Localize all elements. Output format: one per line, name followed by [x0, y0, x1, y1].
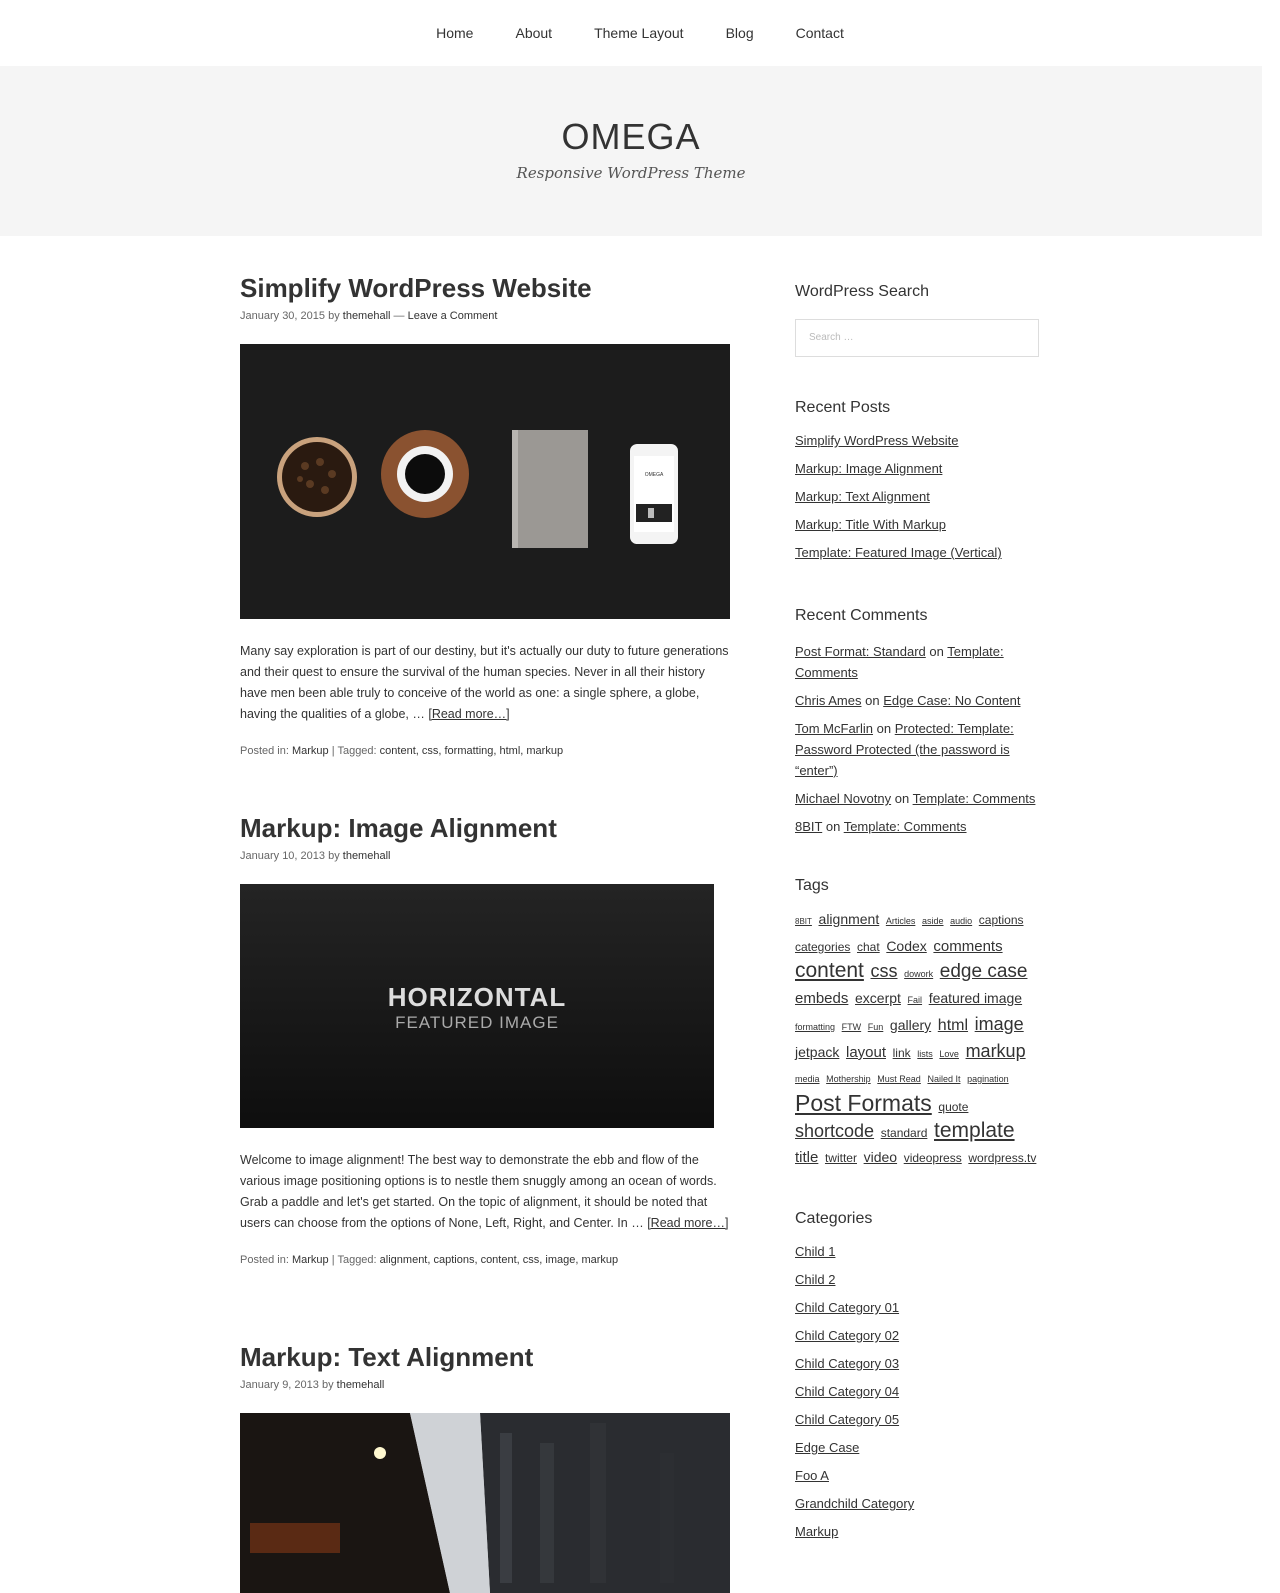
recent-comment	[795, 718, 1045, 781]
comment-on: on	[894, 791, 910, 806]
post-1-author[interactable]: themehall	[342, 310, 391, 322]
tag-link[interactable]: standard	[880, 1126, 928, 1140]
site-header	[0, 66, 1262, 236]
recent-comments-title: Recent Comments	[795, 607, 928, 624]
comment-post[interactable]: Edge Case: No Content	[883, 693, 1021, 708]
tag-link[interactable]: twitter	[824, 1151, 857, 1165]
tag-link[interactable]: Mothership	[826, 1074, 871, 1084]
comment-on: on	[876, 721, 892, 736]
tag-link[interactable]: edge case	[939, 961, 1028, 982]
comment-author[interactable]: 8BIT	[795, 819, 823, 834]
category-link[interactable]: Child 1	[795, 1244, 836, 1259]
tag-link[interactable]: captions	[978, 913, 1024, 927]
tag-link[interactable]: html	[937, 1017, 969, 1034]
post-1-footer: Posted in: Markup | Tagged: content, css, formatting, html, markup	[240, 745, 564, 757]
tag-link[interactable]: alignment	[818, 911, 880, 927]
tag-link[interactable]: layout	[845, 1044, 887, 1061]
tag-link[interactable]: Fail	[907, 995, 923, 1005]
comment-on: on	[929, 644, 944, 659]
post-3-title[interactable]: Markup: Text Alignment	[240, 1342, 534, 1372]
comment-on: on	[825, 819, 841, 834]
recent-post-link[interactable]: Markup: Image Alignment	[795, 461, 943, 476]
tag-link[interactable]: jetpack	[795, 1044, 840, 1060]
comment-post[interactable]: Template: Comments	[843, 819, 967, 834]
post-2-posted-in-label: Posted in:	[240, 1254, 289, 1266]
site-title[interactable]: OMEGA	[561, 116, 701, 157]
tag-link[interactable]: audio	[950, 916, 973, 926]
post-3-by: by	[321, 1379, 334, 1391]
post-2-title[interactable]: Markup: Image Alignment	[240, 813, 557, 843]
post-2-meta	[240, 850, 730, 862]
comment-author[interactable]: Tom McFarlin	[795, 721, 874, 736]
categories-title: Categories	[795, 1210, 873, 1227]
main-nav	[0, 0, 1280, 66]
tag-link[interactable]: video	[863, 1149, 898, 1165]
nav-contact[interactable]: Contact	[795, 25, 844, 41]
category-link[interactable]: Edge Case	[795, 1440, 860, 1455]
recent-comment	[795, 816, 1045, 837]
post-2-category[interactable]: Markup	[291, 1254, 329, 1266]
post-1-posted-in-label: Posted in:	[240, 745, 289, 757]
post-1	[240, 272, 730, 757]
tag-link[interactable]: dowork	[904, 969, 934, 979]
image-text-featured: FEATURED IMAGE	[395, 1013, 559, 1032]
post-1-by: by	[328, 310, 340, 322]
post-1-excerpt	[240, 641, 730, 725]
tag-link[interactable]: shortcode	[795, 1121, 875, 1141]
recent-posts-title: Recent Posts	[795, 399, 891, 416]
post-2-excerpt	[240, 1150, 730, 1234]
tag-link[interactable]: css	[870, 961, 898, 981]
comment-author[interactable]: Post Format: Standard	[795, 644, 926, 659]
category-link[interactable]: Child Category 02	[795, 1328, 900, 1343]
categories-list	[795, 1238, 1045, 1546]
post-1-meta	[240, 310, 730, 322]
post-3-featured-image[interactable]	[240, 1413, 730, 1593]
nav-theme-layout[interactable]: Theme Layout	[594, 25, 684, 41]
recent-comments-list	[795, 641, 1045, 837]
category-link[interactable]: Foo A	[795, 1468, 829, 1483]
category-link[interactable]: Markup	[795, 1524, 839, 1539]
tag-link[interactable]: image	[974, 1014, 1024, 1034]
post-1-comment-link[interactable]: Leave a Comment	[407, 310, 498, 322]
post-1-tags[interactable]: content, css, formatting, html, markup	[379, 745, 564, 757]
coffee-desk-photo	[240, 344, 730, 619]
tag-link[interactable]: quote	[938, 1100, 969, 1114]
tag-link[interactable]: pagination	[967, 1074, 1009, 1084]
tag-link[interactable]: wordpress.tv	[968, 1151, 1037, 1165]
post-2-date[interactable]: January 10, 2013	[240, 850, 326, 862]
post-1-featured-image[interactable]	[240, 344, 730, 619]
nav-home[interactable]: Home	[436, 25, 474, 41]
tag-link[interactable]: 8BIT	[795, 917, 812, 926]
tag-link[interactable]: Fun	[867, 1022, 884, 1032]
tag-link[interactable]: categories	[795, 940, 851, 954]
category-link[interactable]: Grandchild Category	[795, 1496, 915, 1511]
comment-post[interactable]: Protected: Template: Password Protected (the password is “enter”)	[795, 721, 1014, 778]
post-2-read-more[interactable]: [Read more…]	[647, 1216, 729, 1230]
tag-link[interactable]: Post Formats	[795, 1090, 932, 1116]
post-1-category[interactable]: Markup	[291, 745, 329, 757]
tag-link[interactable]: content	[795, 959, 864, 982]
category-link[interactable]: Child Category 04	[795, 1384, 900, 1399]
category-link[interactable]: Child Category 05	[795, 1412, 900, 1427]
post-2-by: by	[328, 850, 340, 862]
post-2-footer: Posted in: Markup | Tagged: alignment, captions, content, css, image, markup	[240, 1254, 619, 1266]
tag-link[interactable]: Articles	[885, 916, 916, 926]
recent-comment	[795, 641, 1045, 683]
recent-post-link[interactable]: Simplify WordPress Website	[795, 433, 959, 448]
tag-link[interactable]: excerpt	[855, 990, 901, 1006]
search-widget-title: WordPress Search	[795, 283, 929, 300]
post-1-excerpt-text: Many say exploration is part of our destiny, but it's actually our duty to future generations and their quest to ensure the survival of the human species. Never in all their history have men been able truly to conceive of the world as one: a single sphere, a globe, having the qualities of a globe, …	[240, 644, 729, 721]
nav-blog[interactable]: Blog	[725, 25, 754, 41]
recent-post-link[interactable]: Template: Featured Image (Vertical)	[795, 545, 1002, 560]
image-text-horizontal: HORIZONTAL	[387, 982, 567, 1012]
tag-link[interactable]: Love	[939, 1049, 959, 1059]
comment-author[interactable]: Chris Ames	[795, 693, 862, 708]
sidebar	[795, 283, 1045, 1546]
category-link[interactable]: Child 2	[795, 1272, 836, 1287]
comment-post[interactable]: Template: Comments	[795, 644, 1004, 680]
post-1-tagged-label: Tagged:	[337, 745, 377, 757]
tags-title: Tags	[795, 877, 829, 894]
tag-link[interactable]: media	[795, 1074, 820, 1084]
post-1-read-more[interactable]: [Read more…]	[428, 707, 510, 721]
tag-cloud	[795, 907, 1045, 1170]
comment-on: on	[865, 693, 880, 708]
tag-link[interactable]: embeds	[795, 990, 849, 1007]
post-2	[240, 812, 730, 1266]
comment-author[interactable]: Michael Novotny	[795, 791, 892, 806]
tag-link[interactable]: lists	[917, 1049, 933, 1059]
post-2-tags[interactable]: alignment, captions, content, css, image, markup	[379, 1254, 619, 1266]
search-input[interactable]: Search …	[795, 319, 1039, 357]
recent-post-link[interactable]: Markup: Text Alignment	[795, 489, 930, 504]
tag-link[interactable]: Must Read	[877, 1074, 921, 1084]
category-link[interactable]: Child Category 01	[795, 1300, 900, 1315]
tag-link[interactable]: Codex	[886, 938, 927, 954]
tag-link[interactable]: aside	[922, 916, 944, 926]
post-2-author[interactable]: themehall	[342, 850, 391, 862]
tag-link[interactable]: videopress	[903, 1151, 962, 1165]
recent-posts-list	[795, 427, 1045, 567]
tag-link[interactable]: link	[892, 1046, 911, 1060]
nav-about[interactable]: About	[515, 25, 553, 41]
city-street-photo	[240, 1413, 730, 1593]
post-3-author[interactable]: themehall	[336, 1379, 385, 1391]
tag-link[interactable]: featured image	[928, 990, 1023, 1006]
post-3	[240, 1341, 730, 1593]
tag-link[interactable]: markup	[965, 1041, 1026, 1061]
tag-link[interactable]: Nailed It	[927, 1074, 961, 1084]
recent-post-link[interactable]: Markup: Title With Markup	[795, 517, 946, 532]
tag-link[interactable]: chat	[857, 940, 880, 954]
post-3-date[interactable]: January 9, 2013	[240, 1379, 319, 1391]
tag-link[interactable]: gallery	[889, 1017, 932, 1033]
post-2-excerpt-text: Welcome to image alignment! The best way to demonstrate the ebb and flow of the various image positioning options is to nestle them snuggly among an ocean of words. Grab a paddle and let's get started. On the topic of alignment, it should be noted that users can choose from the options of None, Left, Right, and Center. In …	[240, 1153, 717, 1230]
recent-comment	[795, 788, 1045, 809]
tag-link[interactable]: template	[934, 1119, 1015, 1142]
post-2-tagged-label: Tagged:	[337, 1254, 377, 1266]
tag-link[interactable]: formatting	[795, 1022, 836, 1032]
post-1-date[interactable]: January 30, 2015	[240, 310, 326, 322]
post-3-meta	[240, 1379, 730, 1391]
comment-post[interactable]: Template: Comments	[912, 791, 1036, 806]
tag-link[interactable]: title	[795, 1149, 819, 1166]
tag-link[interactable]: comments	[933, 938, 1003, 955]
recent-comment	[795, 690, 1045, 711]
phone-screen-text: OMEGA	[644, 472, 664, 478]
tag-link[interactable]: FTW	[841, 1022, 862, 1032]
post-1-sep: —	[393, 310, 405, 322]
post-2-featured-image[interactable]	[240, 884, 714, 1128]
category-link[interactable]: Child Category 03	[795, 1356, 900, 1371]
post-1-title[interactable]: Simplify WordPress Website	[240, 273, 592, 303]
site-tagline: Responsive WordPress Theme	[516, 164, 746, 182]
